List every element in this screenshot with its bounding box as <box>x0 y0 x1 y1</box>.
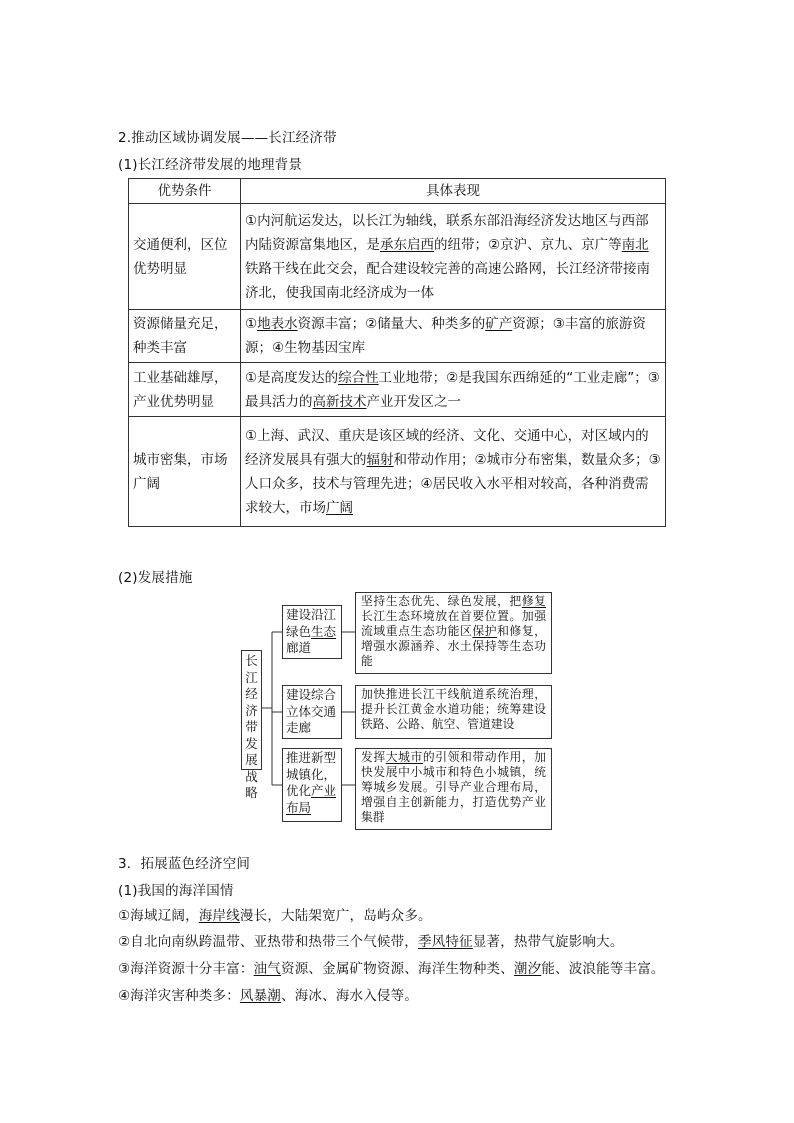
branch-box-transport: 建设综合立体交通走廊 <box>282 685 342 739</box>
subsection3-title: (1)我国的海洋国情 <box>118 883 234 899</box>
detail-box-ecology: 坚持生态优先、绿色发展，把修复长江生态环境放在首要位置。加强流域重点生态功能区保护和修复，增强水源涵养、水土保持等生态功能 <box>355 592 552 674</box>
branch-box-ecology: 建设沿江绿色生态廊道 <box>282 605 342 659</box>
detail-cell: ①是高度发达的综合性工业地带；②是我国东西绵延的“工业走廊”；③最具活力的高新技术产业开发区之一 <box>241 363 666 417</box>
branch-box-urbanization: 推进新型城镇化，优化产业布局 <box>282 748 342 822</box>
header-cell: 具体表现 <box>241 179 666 204</box>
section2-title: 2.推动区域协调发展——长江经济带 <box>118 130 337 146</box>
condition-cell: 资源储量充足，种类丰富 <box>129 310 241 363</box>
condition-cell: 交通便利，区位优势明显 <box>129 204 241 310</box>
diagram-root-box: 长江经济带发展战略 <box>241 650 262 770</box>
detail-box-urbanization: 发挥大城市的引领和带动作用，加快发展中小城市和特色小城镇，统筹城乡发展。引导产业合理布局，增强自主创新能力，打造优势产业集群 <box>355 748 552 830</box>
ocean-item: ①海域辽阔，海岸线漫长，大陆架宽广，岛屿众多。 <box>118 908 432 924</box>
ocean-item: ③海洋资源十分丰富：油气资源、金属矿物资源、海洋生物种类、潮汐能、波浪能等丰富。 <box>118 961 665 977</box>
detail-box-transport: 加快推进长江干线航道系统治理，提升长江黄金水道功能；统筹建设铁路、公路、航空、管道建设 <box>355 685 552 739</box>
detail-cell: ①地表水资源丰富；②储量大、种类多的矿产资源；③丰富的旅游资源；④生物基因宝库 <box>241 310 666 363</box>
subsection2-title: (2)发展措施 <box>118 570 193 586</box>
ocean-item: ②自北向南纵跨温带、亚热带和热带三个气候带，季风特征显著，热带气旋影响大。 <box>118 934 624 950</box>
detail-cell: ①内河航运发达，以长江为轴线，联系东部沿海经济发达地区与西部内陆资源富集地区，是承东启西的纽带；②京沪、京九、京广等南北铁路干线在此交会，配合建设较完善的高速公路网，长江经济带接南济北，使我国南北经济成为一体 <box>241 204 666 310</box>
section3-title: 3．拓展蓝色经济空间 <box>118 856 251 872</box>
detail-cell: ①上海、武汉、重庆是该区域的经济、文化、交通中心，对区域内的经济发展具有强大的辐射和带动作用；②城市分布密集，数量众多；③人口众多，技术与管理先进；④居民收入水平相对较高，各种消费需求较大，市场广阔 <box>241 417 666 527</box>
condition-cell: 城市密集，市场广阔 <box>129 417 241 527</box>
condition-cell: 工业基础雄厚，产业优势明显 <box>129 363 241 417</box>
header-cell: 优势条件 <box>129 179 241 204</box>
ocean-item: ④海洋灾害种类多：风暴潮、海冰、海水入侵等。 <box>118 988 419 1004</box>
subsection1-title: (1)长江经济带发展的地理背景 <box>118 157 303 173</box>
